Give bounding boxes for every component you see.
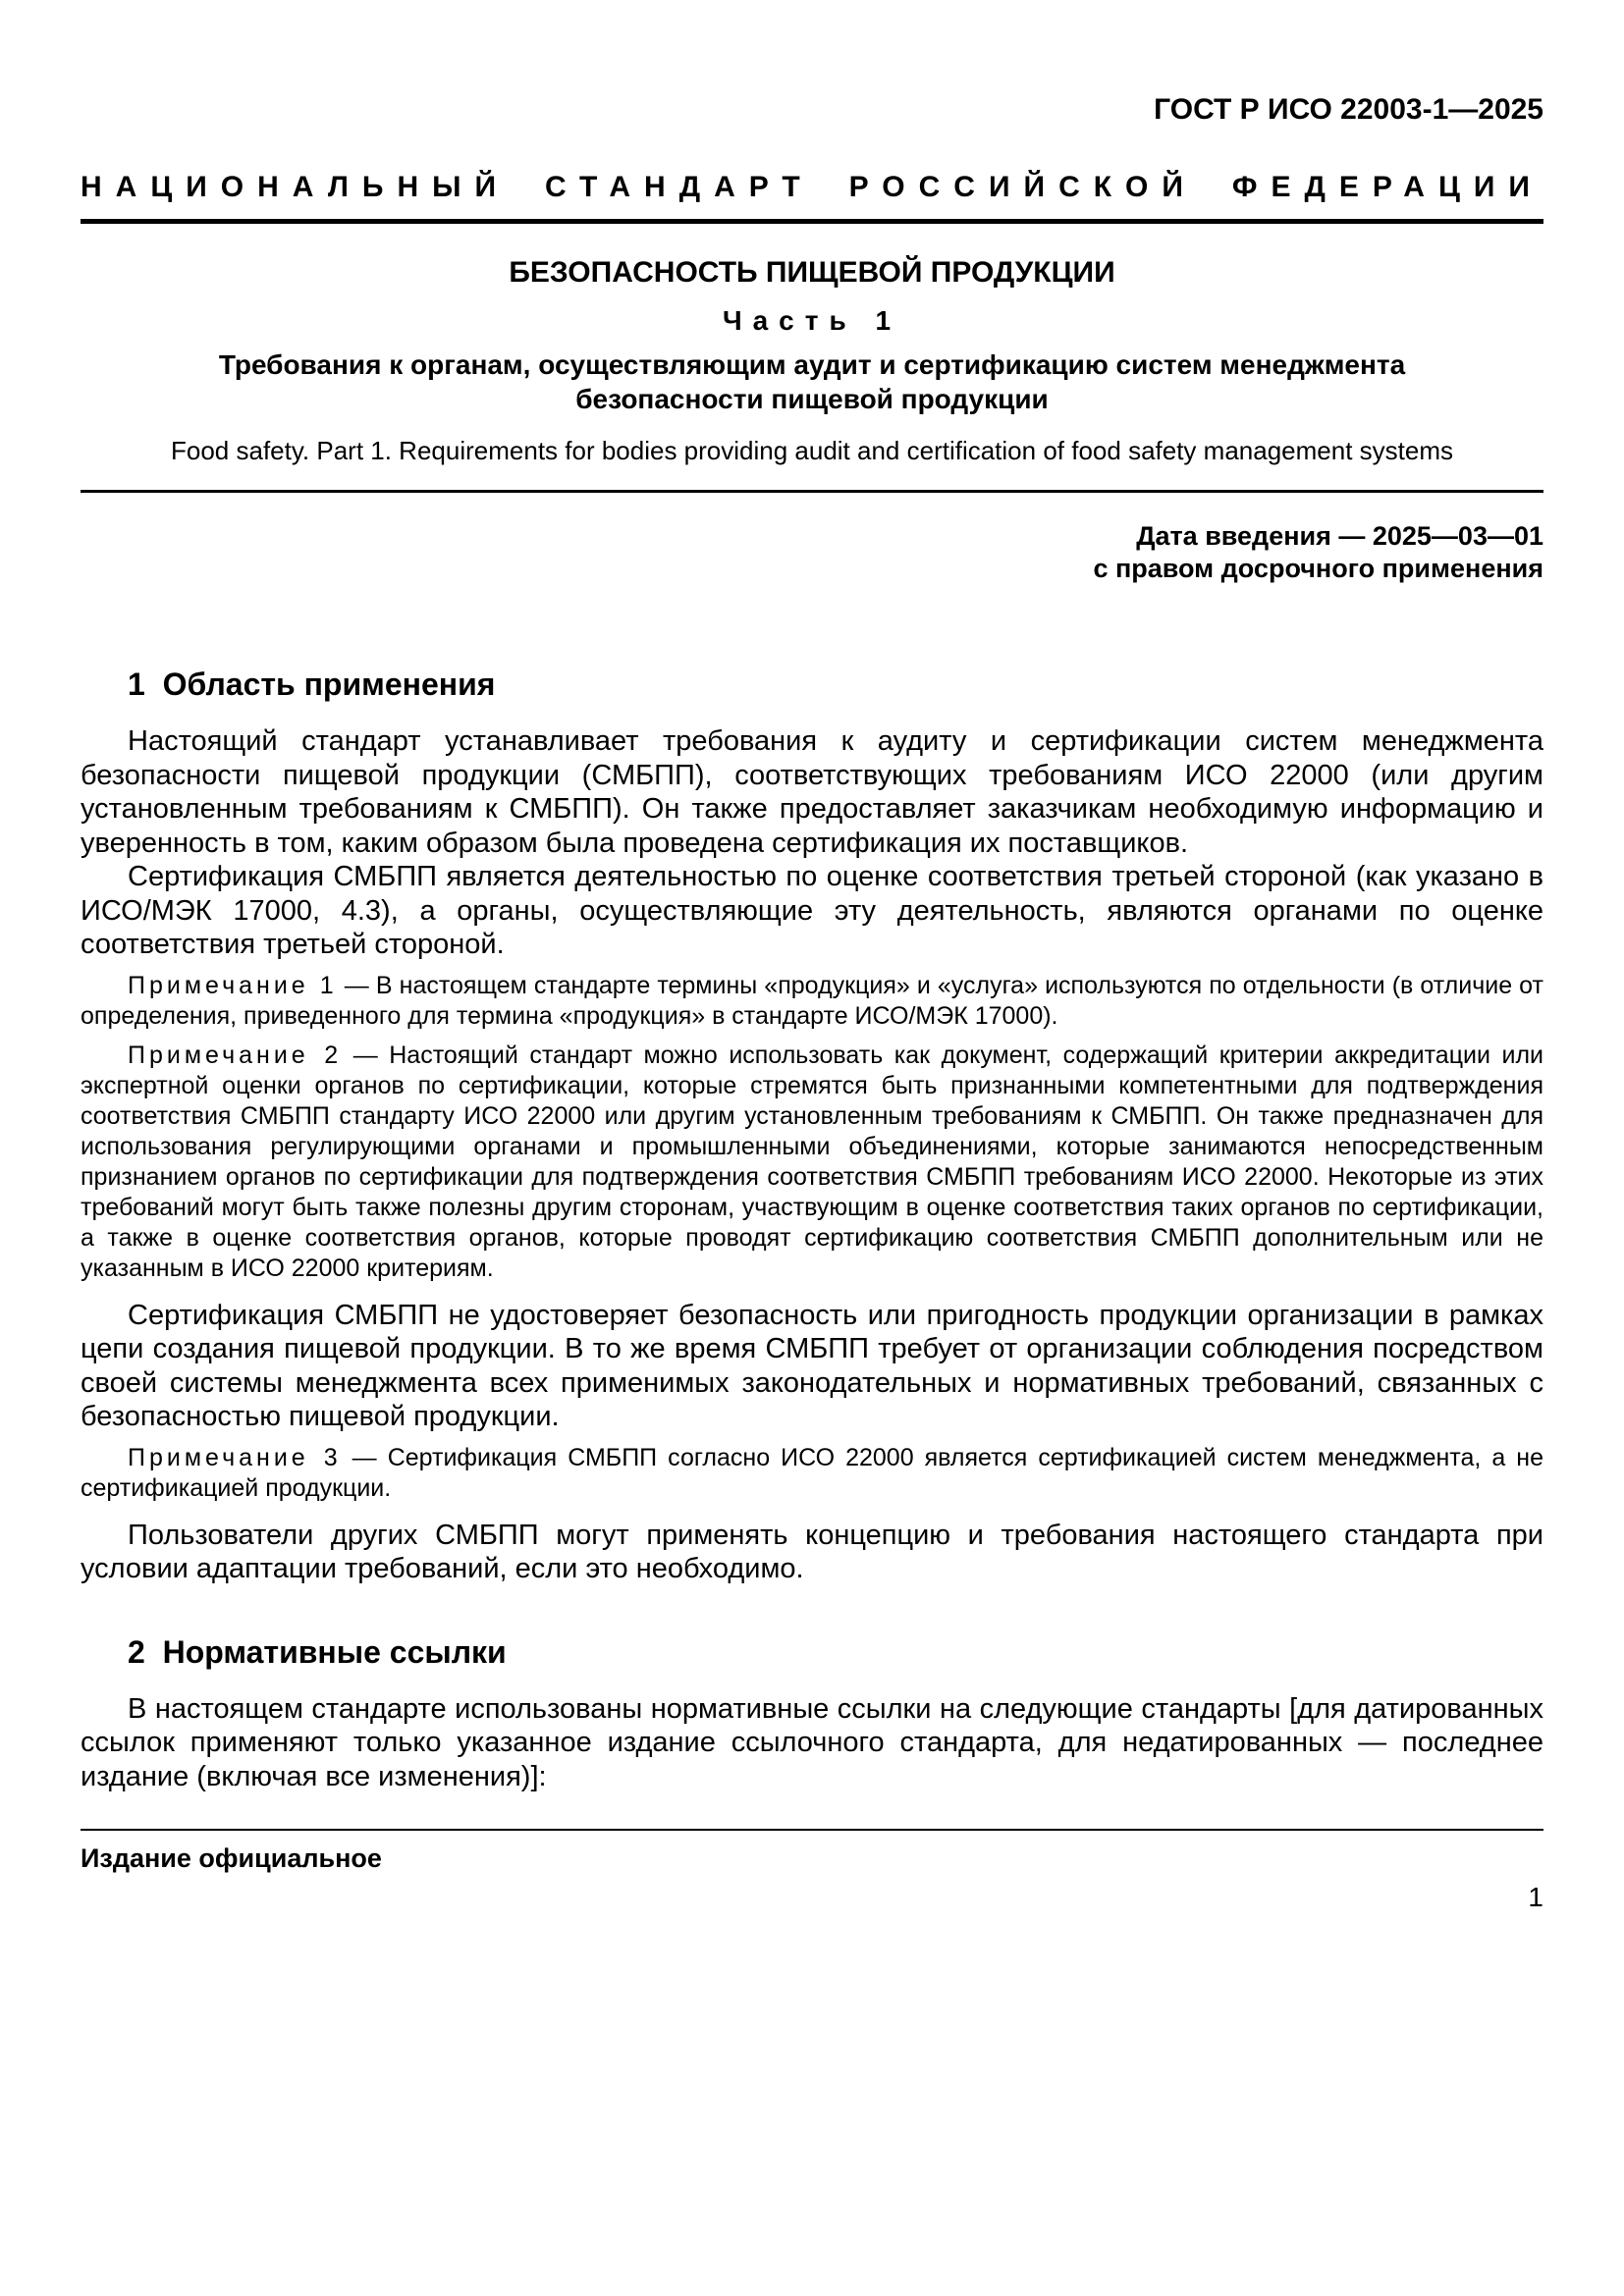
page-number: 1 <box>1528 1882 1543 1912</box>
note-2-text: — Настоящий стандарт можно использовать как документ, содержащий критерии аккредитации или экспертной оценки органов по сертификации, которые стремятся быть признанными компетентными для подтверждения соответствия СМБПП стандарту ИСО 22000 или другим установленным требованиям к СМБПП. Он также предназначен для использования регулирующими органами и промышленными объединениями, которые занимаются непосредственным признанием органов по сертификации для подтверждения соответствия СМБПП требованиям ИСО 22000. Некоторые из этих требований могут быть также полезны другим сторонам, участвующим в оценке соответствия таких органов по сертификации, а также в оценке соответствия органов, которые проводят сертификацию соответствия СМБПП дополнительным или не указанным в ИСО 22000 критериям. <box>81 1041 1544 1282</box>
section-2-heading: 2 Нормативные ссылки <box>128 1633 507 1670</box>
section-1-paragraph-4: Пользователи других СМБПП могут применять концепцию и требования настоящего стандарта при условии адаптации требований, если это необходимо. <box>81 1519 1543 1584</box>
note-1-label: Примечание 1 <box>128 971 338 999</box>
document-body <box>81 666 1543 1793</box>
part-label: Часть 1 <box>722 305 902 336</box>
section-1-paragraph-1: Настоящий стандарт устанавливает требования к аудиту и сертификации систем менеджмента безопасности пищевой продукции (СМБПП), соответствующих требованиям ИСО 22000 (или другим установленным требованиям к СМБПП). Он также предоставляет заказчикам необходимую информацию и уверенность в том, каким образом была проведена сертификация их поставщиков. <box>81 725 1543 859</box>
national-standard-heading: НАЦИОНАЛЬНЫЙ СТАНДАРТ РОССИЙСКОЙ ФЕДЕРАЦИИ <box>81 171 1543 203</box>
document-footer <box>81 1829 1543 1913</box>
title-divider-rule <box>81 490 1543 493</box>
official-edition-note: Издание официальное <box>81 1843 382 1873</box>
section-1-heading: 1 Область применения <box>128 667 496 702</box>
header-thick-rule <box>81 219 1543 224</box>
note-2-label: Примечание 2 <box>128 1041 343 1069</box>
doc-number: ГОСТ Р ИСО 22003-1—2025 <box>1154 93 1543 126</box>
section-2-paragraph-1: В настоящем стандарте использованы нормативные ссылки на следующие стандарты [для датированных ссылок применяют только указанное издание ссылочного стандарта, для недатированных — последнее издание (включая все изменения)]: <box>81 1692 1543 1792</box>
section-1-paragraph-3: Сертификация СМБПП не удостоверяет безопасность или пригодность продукции организации в рамках цепи создания пищевой продукции. В то же время СМБПП требует от организации соблюдения посредством своей системы менеджмента всех применимых законодательных и нормативных требований, связанных с безопасностью пищевой продукции. <box>81 1299 1543 1432</box>
section-1-paragraph-2: Сертификация СМБПП является деятельностью по оценке соответствия третьей стороной (как указано в ИСО/МЭК 17000, 4.3), а органы, осуществляющие эту деятельность, являются органами по оценке соответствия третьей стороной. <box>81 861 1543 960</box>
section-1-note-3 <box>81 1443 1543 1504</box>
footer-rule <box>81 1829 1543 1831</box>
early-application-line: с правом досрочного применения <box>1093 554 1543 583</box>
section-1-note-2 <box>81 1041 1543 1284</box>
note-3-label: Примечание 3 <box>128 1443 342 1471</box>
section-1-note-1 <box>81 971 1543 1032</box>
introduction-date-block <box>81 520 1543 585</box>
document-header <box>81 93 1543 585</box>
note-1-text: — В настоящем стандарте термины «продукция» и «услуга» используются по отдельности (в отличие от определения, приведенного для термина «продукция» в стандарте ИСО/МЭК 17000). <box>81 971 1543 1030</box>
document-title-english: Food safety. Part 1. Requirements for bodies providing audit and certification of food safety management systems <box>171 436 1453 465</box>
introduction-date-line: Дата введения — 2025—03—01 <box>1136 521 1543 551</box>
note-3-text: — Сертификация СМБПП согласно ИСО 22000 является сертификацией систем менеджмента, а не сертификацией продукции. <box>81 1443 1543 1502</box>
document-subtitle: Требования к органам, осуществляющим аудит и сертификацию систем менеджмента безопасности пищевой продукции <box>218 349 1406 414</box>
document-title: БЕЗОПАСНОСТЬ ПИЩЕВОЙ ПРОДУКЦИИ <box>509 256 1115 289</box>
